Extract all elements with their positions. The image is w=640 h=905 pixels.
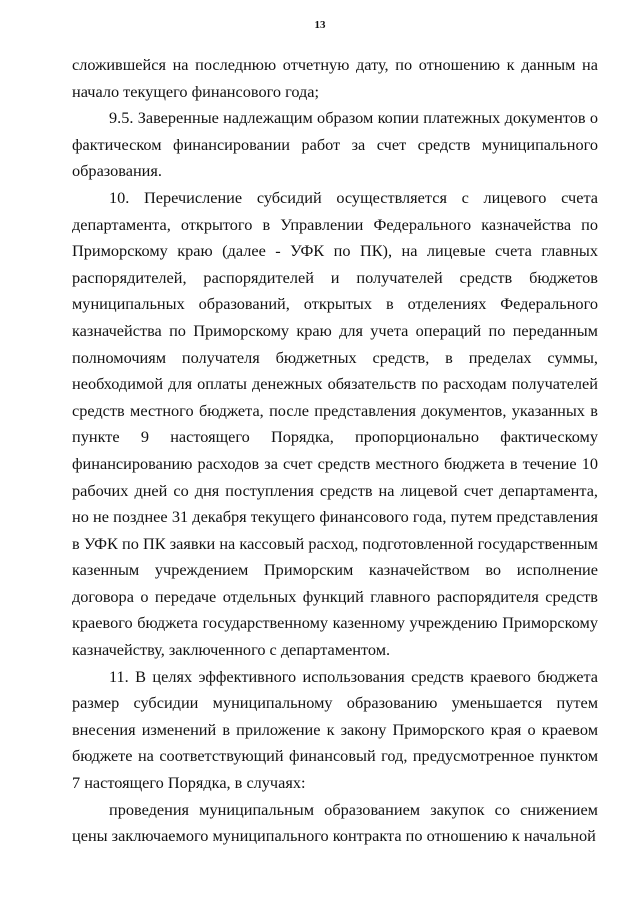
paragraph-11-case-1: проведения муниципальным образованием закупок со снижением цены заключаемого муниципального контракта по отношению к начальной [72, 799, 598, 846]
paragraph-11: 11. В целях эффективного использования средств краевого бюджета размер субсидии муниципальному образованию уменьшается путем внесения изменений в приложение к закону Приморского края о краевом бюджете на соответствующий финансовый год, предусмотренное пунктом 7 настоящего Порядка, в случаях: [72, 666, 598, 793]
paragraph-9-5: 9.5. Заверенные надлежащим образом копии платежных документов о фактическом финансировании работ за счет средств муниципального образования. [72, 108, 598, 181]
page-number: 13 [314, 19, 326, 31]
paragraph-10: 10. Перечисление субсидий осуществляется с лицевого счета департамента, открытого в Управлении Федерального казначейства по Приморскому краю (далее - УФК по ПК), на лицевые счета главных распорядителей, распорядителей и получателей средств бюджетов муниципальных образований, открытых в отделениях Федерального казначейства по Приморскому краю для учета операций по переданным полномочиям получателя бюджетных средств, в пределах суммы, необходимой для оплаты денежных обязательств по расходам получателей средств местного бюджета, после представления документов, указанных в пункте 9 настоящего Порядка, пропорционально фактическому финансированию расходов за счет средств местного бюджета в течение 10 рабочих дней со дня поступления средств на лицевой счет департамента, но не позднее 31 декабря текущего финансового года, путем представления в УФК по ПК заявки на кассовый расход, подготовленной государственным казенным учреждением Приморским казначейством во исполнение договора о передаче отдельных функций главного распорядителя средств краевого бюджета государственному казенному учреждению Приморскому казначейству, заключенного с департаментом. [72, 187, 598, 660]
document-body [72, 52, 598, 850]
paragraph-continuation: сложившейся на последнюю отчетную дату, по отношению к данным на начало текущего финансового года; [72, 55, 598, 101]
